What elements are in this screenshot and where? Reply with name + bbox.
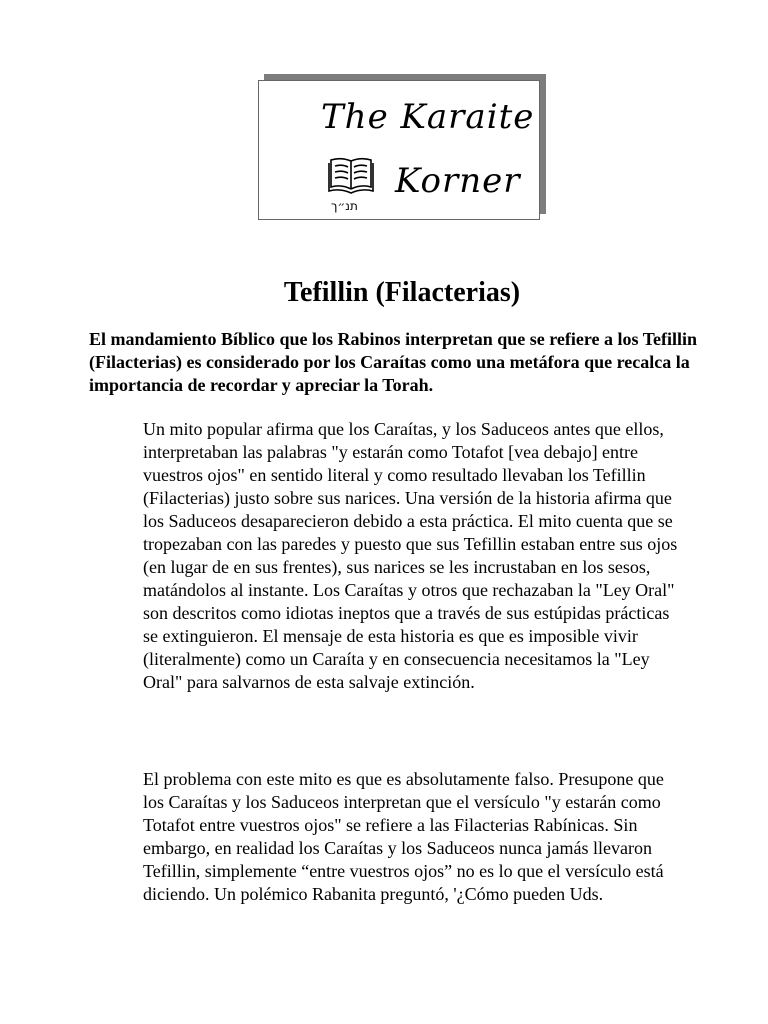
body-paragraph-1: Un mito popular afirma que los Caraítas, y los Saduceos antes que ellos, interpretaban las palabras "y estarán como Totafot [vea debajo] entre vuestros ojos" en sentido literal y como resultado llevaban los Tefillin (Filacterias) justo sobre sus narices. Una versión de la historia afirma que los Saduceos desaparecieron debido a esta práctica. El mito cuenta que se tropezaban con las paredes y puesto que sus Tefillin estaban entre sus ojos (en lugar de en sus frentes), sus narices se les incrustaban en los sesos, matándolos al instante. Los Caraítas y otros que rechazaban la "Ley Oral" son descritos como idiotas ineptos que a través de sus estúpidas prácticas se extinguieron. El mensaje de esta historia es que es imposible vivir (literalmente) como un Caraíta y en consecuencia necesitamos la "Ley Oral" para salvarnos de esta salvaje extinción. bbox=[143, 419, 678, 692]
body-paragraph-2: El problema con este mito es que es absolutamente falso. Presupone que los Caraítas y los Saduceos interpretan que el versículo "y estarán como Totafot entre vuestros ojos" se refiere a las Filacterias Rabínicas. Sin embargo, en realidad los Caraítas y los Saduceos nunca jamás llevaron Tefillin, simplemente “entre vuestros ojos” no es lo que el versículo está diciendo. Un polémico Rabanita preguntó, '¿Cómo pueden Uds. bbox=[143, 769, 664, 904]
logo-title-line2: Korner bbox=[395, 161, 521, 201]
page-title: Tefillin (Filacterias) bbox=[283, 277, 521, 308]
site-logo bbox=[258, 74, 546, 220]
intro-paragraph: El mandamiento Bíblico que los Rabinos interpretan que se refiere a los Tefillin (Filacterias) es considerado por los Caraítas como una metáfora que recalca la importancia de recordar y apreciar la Torah. bbox=[89, 329, 698, 395]
logo-box bbox=[258, 80, 540, 220]
logo-hebrew-text: תנ״ך bbox=[331, 199, 358, 213]
open-book-icon bbox=[327, 155, 375, 195]
logo-title-line1: The Karaite bbox=[321, 97, 535, 137]
